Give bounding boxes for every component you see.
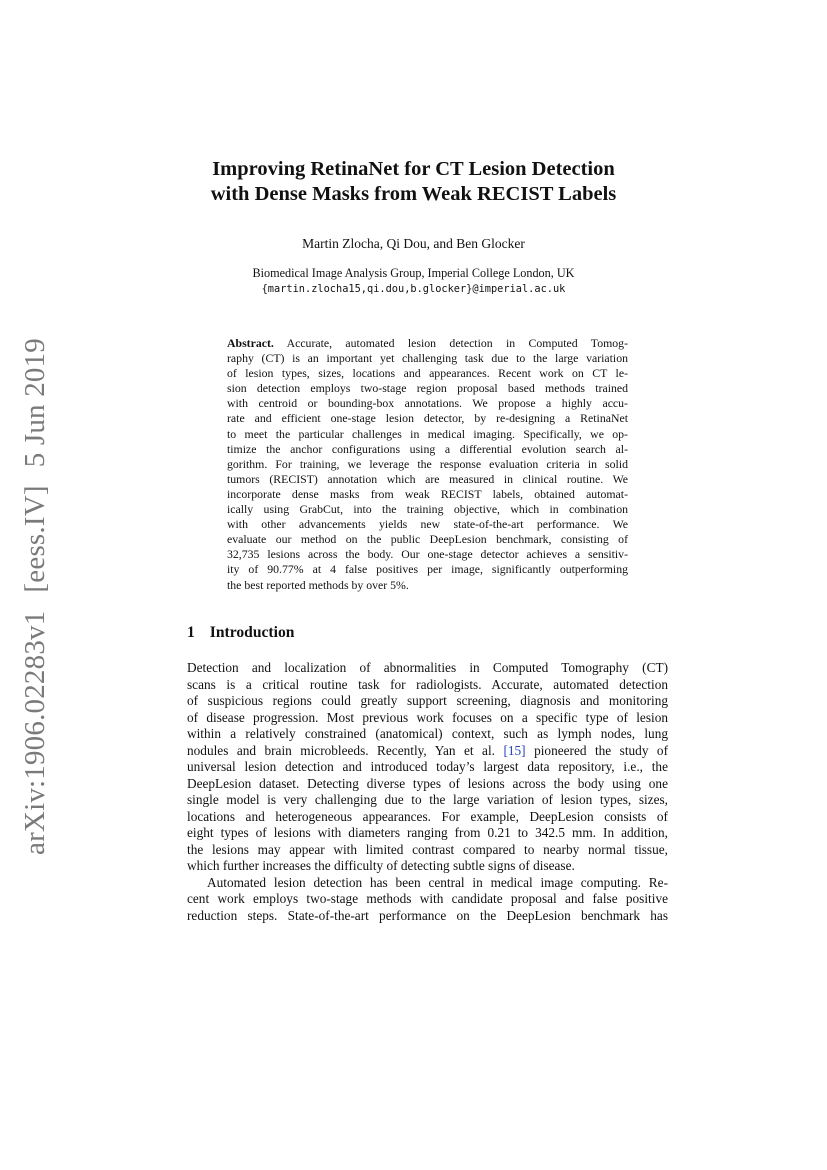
- affiliation-block: [150, 265, 677, 297]
- citation-line-before: nodules and brain microbleeds. Recently, Yan et al.: [187, 742, 495, 758]
- arxiv-id: arXiv:1906.02283v1: [19, 610, 51, 855]
- paragraph-1-line: within a relatively constrained (anatomical) context, such as lymph nodes, lung: [187, 726, 668, 741]
- abstract-line: the best reported methods by over 5%.: [227, 577, 409, 592]
- paragraph-1-line: which further increases the difficulty of detecting subtle signs of disease.: [187, 858, 575, 873]
- abstract-line: gorithm. For training, we leverage the response evaluation criteria in solid: [227, 456, 628, 471]
- paragraph-1-line: universal lesion detection and introduced today’s largest data repository, i.e., the: [187, 759, 668, 774]
- arxiv-category: [eess.IV]: [19, 485, 51, 593]
- arxiv-identifier-stamp: [19, 320, 52, 855]
- abstract-line: of lesion types, sizes, locations and appearances. Recent work on CT le-: [227, 366, 628, 381]
- author-list: Martin Zlocha, Qi Dou, and Ben Glocker: [302, 236, 525, 251]
- abstract-line: ity of 90.77% at 4 false positives per image, significantly outperforming: [227, 562, 628, 577]
- paragraph-2-line: cent work employs two-stage methods with candidate proposal and false positive: [187, 891, 668, 906]
- title-line-2: with Dense Masks from Weak RECIST Labels: [210, 183, 617, 205]
- abstract-line-1: [227, 336, 628, 351]
- abstract-line: raphy (CT) is an important yet challenging task due to the large variation: [227, 351, 628, 366]
- paragraph-2-line: Automated lesion detection has been central in medical image computing. Re-: [207, 874, 668, 890]
- abstract-line: with other advancements yields new state-of-the-art performance. We: [227, 517, 628, 532]
- introduction-body: [187, 660, 668, 924]
- arxiv-date: 5 Jun 2019: [19, 337, 51, 468]
- paper-title: [150, 157, 677, 207]
- paragraph-1-line: DeepLesion dataset. Detecting diverse types of lesions across the body using one: [187, 775, 668, 791]
- paragraph-1-line: Detection and localization of abnormalities in Computed Tomography (CT): [187, 660, 668, 675]
- paragraph-2-line: reduction steps. State-of-the-art performance on the DeepLesion benchmark has: [187, 907, 668, 923]
- abstract-line: tumors (RECIST) annotation which are measured in clinical routine. We: [227, 471, 628, 486]
- section-heading-introduction: [187, 624, 294, 642]
- abstract-line-1-text: Accurate, automated lesion detection in Computed Tomog-: [286, 336, 628, 350]
- abstract-line: ically using GrabCut, into the training objective, which in combination: [227, 502, 628, 517]
- abstract-line: incorporate dense masks from weak RECIST labels, obtained automat-: [227, 486, 628, 501]
- abstract-line: with centroid or bounding-box annotations. We propose a highly accu-: [227, 396, 628, 411]
- paragraph-1-line: eight types of lesions with diameters ranging from 0.21 to 342.5 mm. In addition,: [187, 825, 668, 840]
- paragraph-1-line: the lesions may appear with limited contrast compared to nearby normal tissue,: [187, 841, 668, 857]
- abstract-line: rate and efficient one-stage lesion detector, by re-designing a RetinaNet: [227, 411, 628, 426]
- abstract-line: 32,735 lesions across the body. Our one-stage detector achieves a sensitiv-: [227, 547, 628, 562]
- paragraph-1-line: of suspicious regions could greatly support screening, diagnosis and monitoring: [187, 693, 668, 708]
- section-number: 1: [187, 624, 195, 641]
- abstract: [227, 336, 628, 593]
- abstract-line: to meet the particular challenges in medical imaging. Specifically, we op-: [227, 426, 628, 441]
- abstract-label: Abstract.: [227, 336, 274, 350]
- paragraph-1-line: locations and heterogeneous appearances. For example, DeepLesion consists of: [187, 808, 668, 824]
- paragraph-1-line: of disease progression. Most previous work focuses on a specific type of lesion: [187, 709, 668, 725]
- citation-line-after: pioneered the study of: [534, 742, 669, 758]
- abstract-line: sion detection employs two-stage region proposal based methods trained: [227, 381, 628, 396]
- author-emails: {martin.zlocha15,qi.dou,b.glocker}@imperial.ac.uk: [261, 283, 566, 295]
- title-line-1: Improving RetinaNet for CT Lesion Detection: [212, 158, 615, 180]
- institution: Biomedical Image Analysis Group, Imperial College London, UK: [252, 266, 575, 280]
- section-title: Introduction: [209, 624, 295, 641]
- abstract-line: timize the anchor configurations using a differential evolution search al-: [227, 441, 628, 456]
- paragraph-1-line: scans is a critical routine task for radiologists. Accurate, automated detection: [187, 676, 668, 692]
- citation-link-15[interactable]: [15]: [503, 742, 526, 758]
- paragraph-1-line-with-citation: [187, 743, 668, 760]
- paragraph-1-line: single model is very challenging due to the large variation of lesion types, sizes,: [187, 792, 668, 807]
- abstract-line: evaluate our method on the public DeepLesion benchmark, consisting of: [227, 532, 628, 547]
